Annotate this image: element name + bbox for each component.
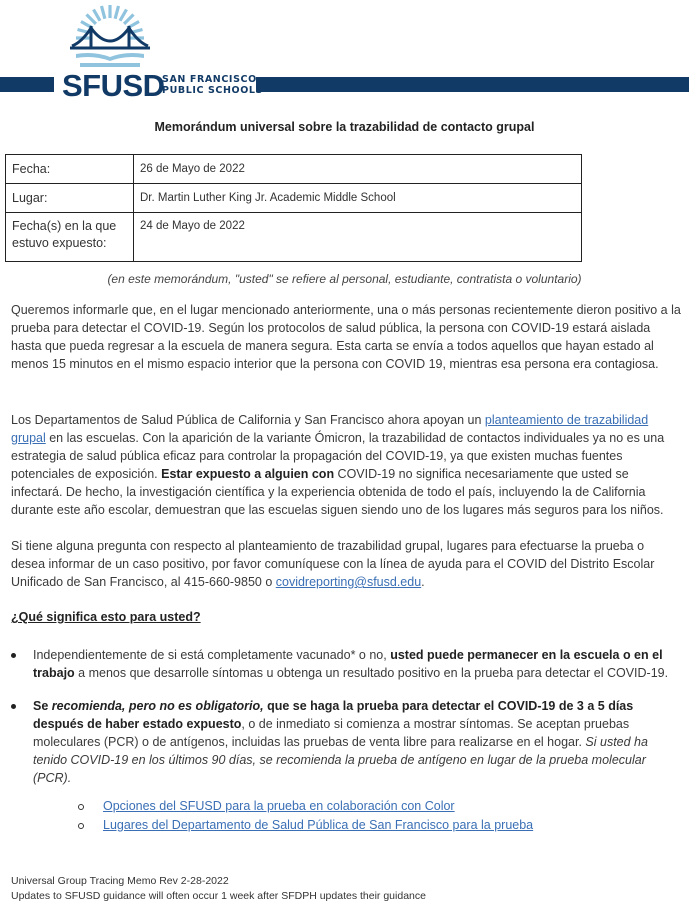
paragraph-contact (11, 537, 681, 591)
italic-text: Si usted ha tenido COVID-19 en los últimos 90 días, se recomienda la prueba de antígeno en lugar de la prueba molecular (PCR). (33, 735, 648, 785)
text: COVID-19 no significa necesariamente que usted se infectará. De hecho, la investigación científica y la experiencia obtenida de todo el país, incluyendo la de California durante este año escolar, demuestran que las escuelas siguen siendo uno de los lugares más seguros para los niños. (11, 467, 664, 517)
sfusd-wordmark: SFUSD (62, 68, 165, 103)
bold-text: usted puede permanecer en la escuela o en el trabajo (33, 648, 663, 680)
memo-title: Memorándum universal sobre la trazabilidad de contacto grupal (154, 120, 535, 134)
list-item (11, 697, 681, 787)
bullet-icon (11, 704, 16, 709)
text: Si tiene alguna pregunta con respecto al planteamiento de trazabilidad grupal, lugares para efectuarse la prueba o desea informar de un caso positivo, por favor comuníquese con la línea de ayuda para el COVID del Distrito Escolar Unificado de San Francisco, al 415-660-9850 o (11, 539, 655, 589)
subtitle-line-1: SAN FRANCISCO (162, 74, 257, 85)
row-value: 24 de Mayo de 2022 (134, 213, 582, 262)
table-row (6, 184, 582, 213)
sfusd-logo-icon (62, 2, 158, 70)
text: . (421, 575, 425, 589)
paragraph-group-tracing (11, 411, 681, 519)
row-label: Fecha(s) en la que estuvo expuesto: (6, 213, 134, 262)
text: , o de inmediato si comienza a mostrar síntomas. Se aceptan pruebas moleculares (PCR) o de antígenos, incluidas las pruebas de venta libre para realizarse en el hogar. (33, 717, 630, 749)
list-item (11, 646, 681, 682)
paragraph-notification: Queremos informarle que, en el lugar mencionado anteriormente, una o más personas recientemente dieron positivo a la prueba para detectar el COVID-19. Según los protocolos de salud pública, la persona con COVID-19 estará aislada hasta que pueda regresar a la escuela de manera segura. Esta carta se envía a todos aquellos que hayan estado al menos 15 minutos en el mismo espacio interior que la persona con COVID 19, mientras esa persona era contagiosa. (11, 303, 681, 371)
group-tracing-link[interactable]: planteamiento de trazabilidad grupal (11, 413, 649, 445)
circle-bullet-icon (78, 804, 84, 810)
text: a menos que desarrolle síntomas u obtenga un resultado positivo en la prueba para detectar el COVID-19. (74, 666, 669, 680)
row-value: Dr. Martin Luther King Jr. Academic Middle School (134, 184, 582, 213)
row-label: Fecha: (6, 155, 134, 184)
bullet-icon (11, 653, 16, 658)
bold-text: Se (33, 699, 52, 713)
bold-italic-text: recomienda, pero no es obligatorio, (51, 699, 264, 713)
text: Independientemente de si está completamente vacunado* o no, (33, 648, 391, 662)
sublist-item (78, 797, 455, 815)
circle-bullet-icon (78, 823, 84, 829)
footer (11, 874, 426, 904)
sfusd-color-testing-link[interactable]: Opciones del SFUSD para la prueba en colaboración con Color (103, 799, 455, 813)
exposure-info-table (5, 154, 582, 262)
text: en las escuelas. Con la aparición de la variante Ómicron, la trazabilidad de contactos individuales ya no es una estrategia de salud pública eficaz para controlar la propagación del COVID-19, ya que existen muchas fuentes potenciales de exposición. (11, 431, 665, 481)
sublist-item (78, 816, 533, 834)
section-heading: ¿Qué significa esto para usted? (11, 610, 201, 624)
footer-update-note: Updates to SFUSD guidance will often occur 1 week after SFDPH updates their guidance (11, 890, 426, 902)
subtitle-line-2: PUBLIC SCHOOLS (162, 85, 263, 96)
usted-definition-note: (en este memorándum, "usted" se refiere al personal, estudiante, contratista o voluntario) (107, 272, 582, 286)
header-bar-left (0, 77, 54, 92)
bold-text: Estar expuesto a alguien con (161, 467, 335, 481)
row-value: 26 de Mayo de 2022 (134, 155, 582, 184)
row-label: Lugar: (6, 184, 134, 213)
footer-revision: Universal Group Tracing Memo Rev 2-28-2022 (11, 875, 229, 887)
email-link[interactable]: covidreporting@sfusd.edu (275, 575, 422, 589)
bold-text: que se haga la prueba para detectar el COVID-19 de 3 a 5 días después de haber estado expuesto (33, 699, 634, 731)
table-row (6, 155, 582, 184)
sfdph-testing-sites-link[interactable]: Lugares del Departamento de Salud Pública de San Francisco para la prueba (103, 818, 534, 832)
header-bar-right (256, 77, 689, 92)
text: Los Departamentos de Salud Pública de California y San Francisco ahora apoyan un (11, 413, 485, 427)
table-row (6, 213, 582, 262)
sfusd-subtitle (162, 74, 263, 96)
